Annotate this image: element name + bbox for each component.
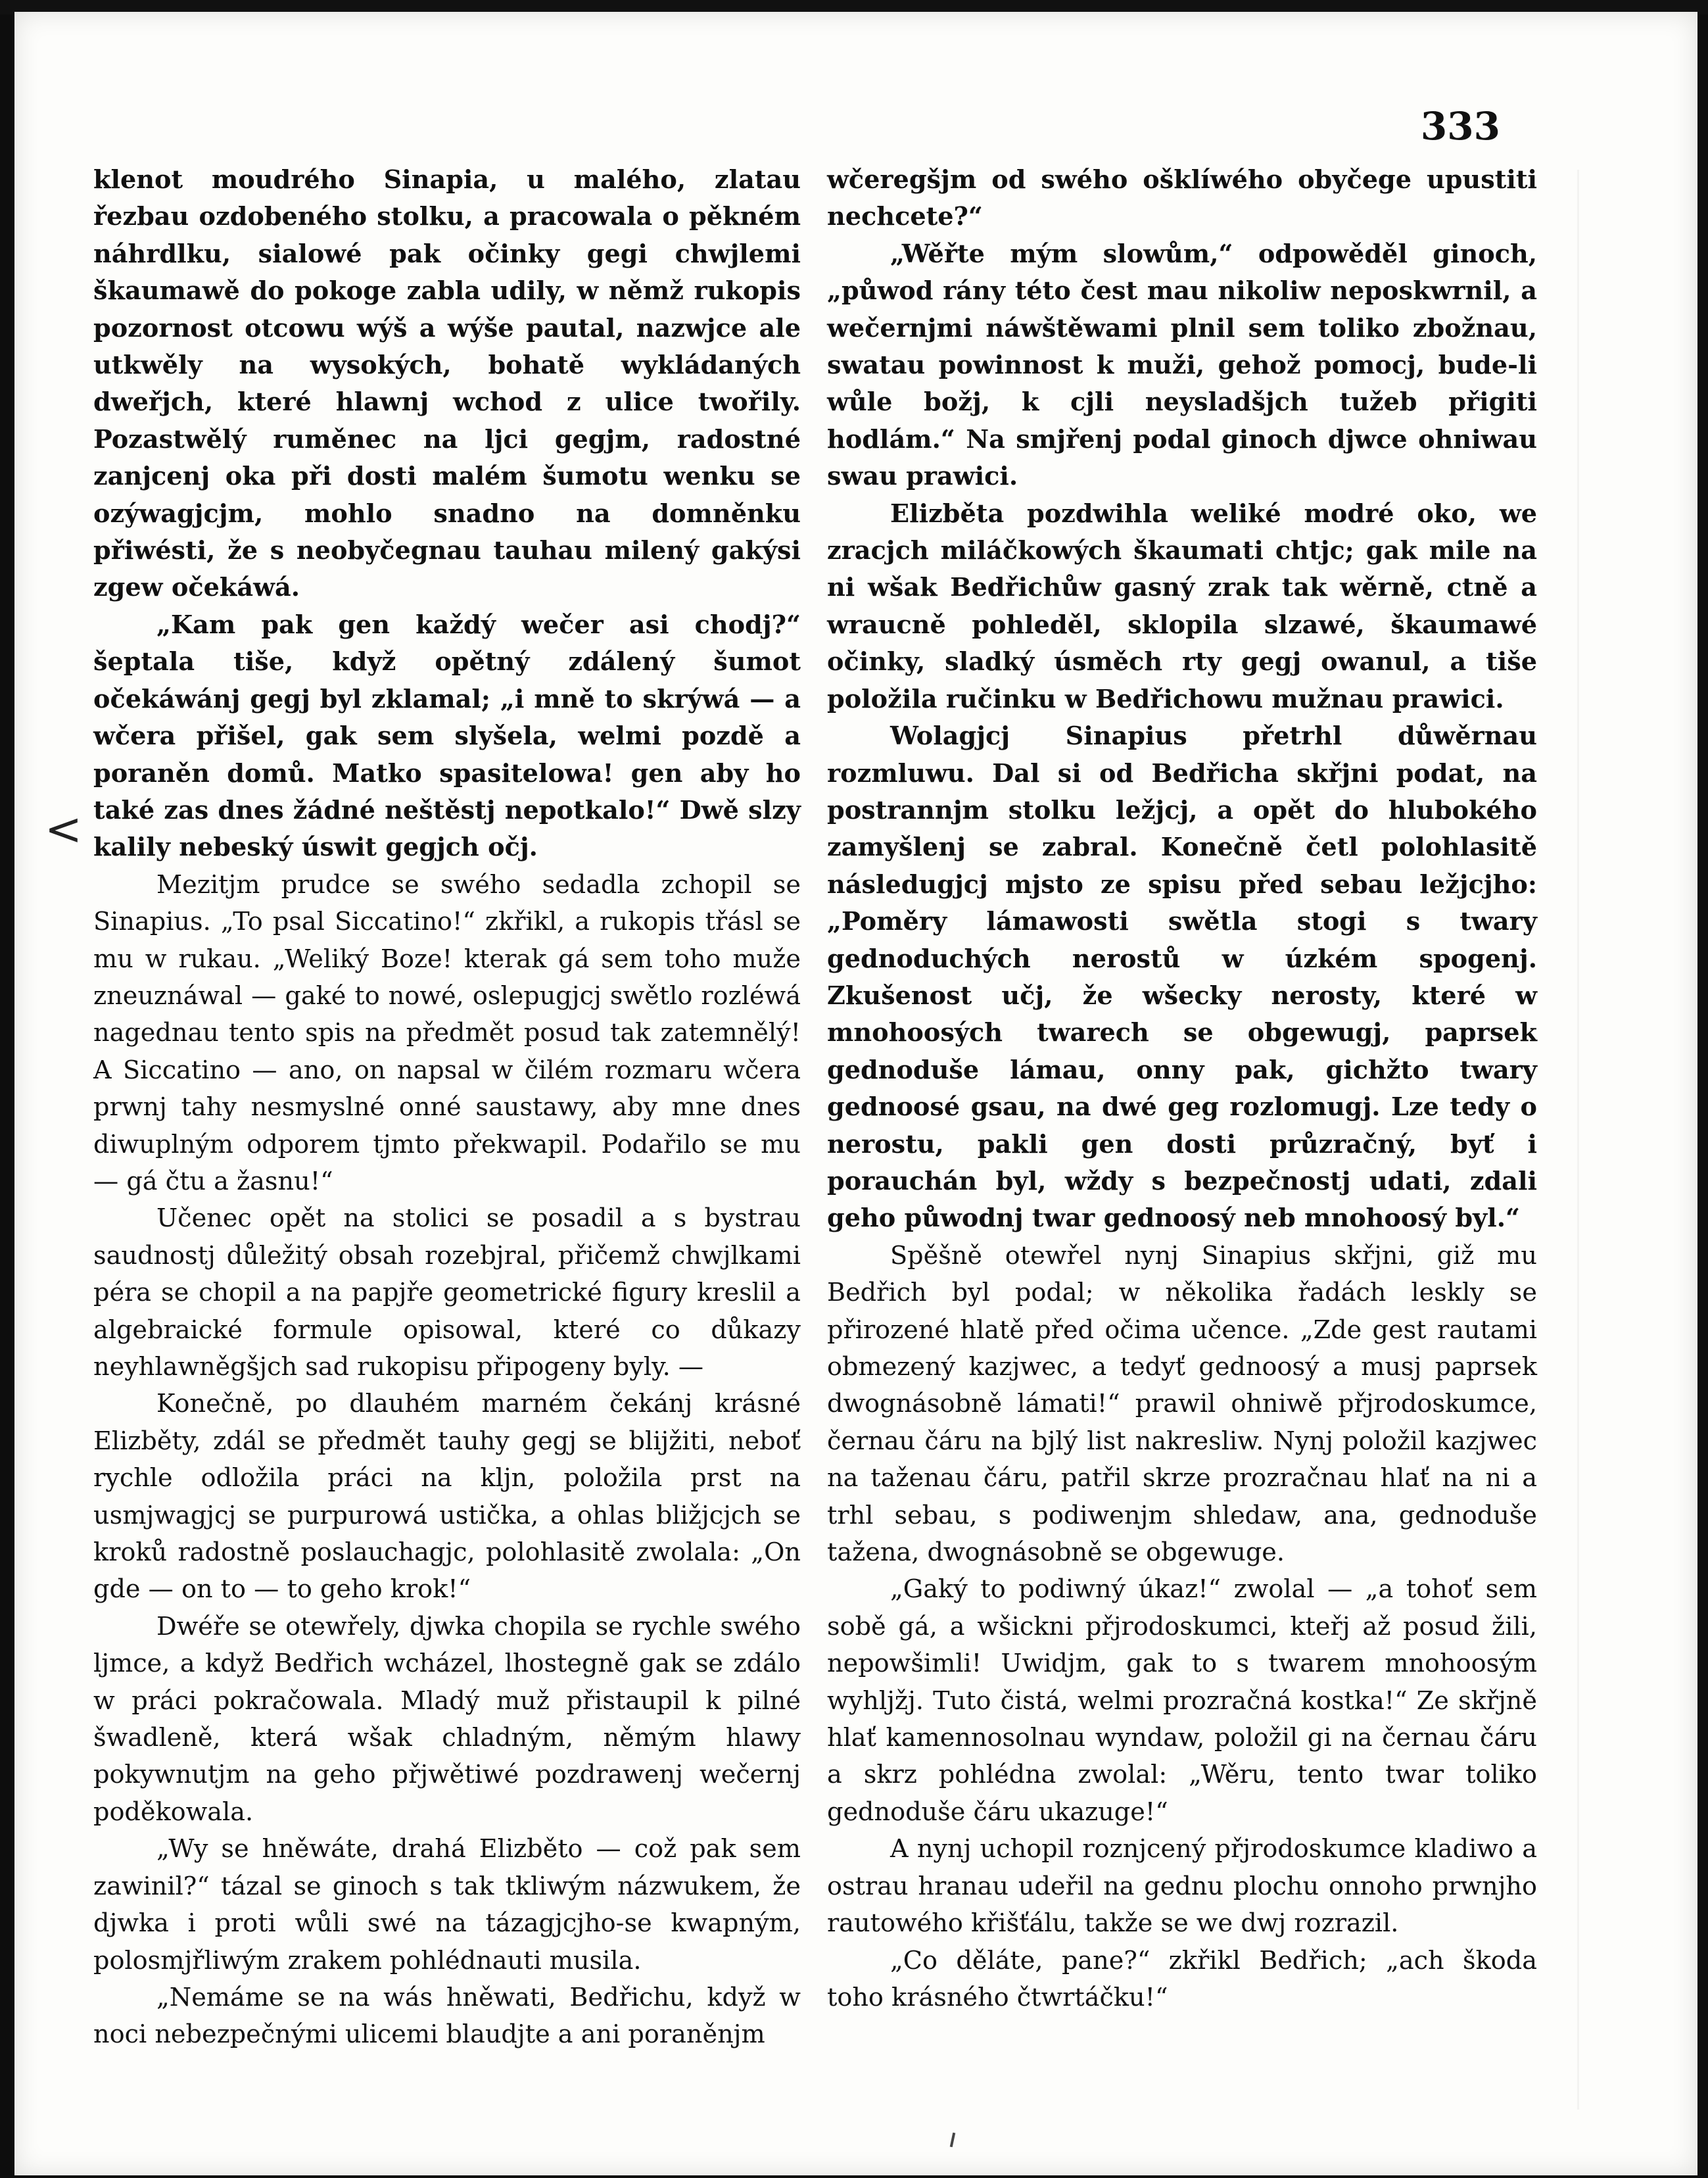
- paragraph: Mezitjm prudce se swého sedadla zchopil se Sinapius. „To psal Siccatino!“ zkřikl, a rukopis třásl se mu w rukau. „Weliký Boze! kterak gá sem toho muže zneuznáwal — gaké to nowé, oslepugjcj swětlo rozléwá nagednau tento spis na předmět posud tak zatemnělý! A Siccatino — ano, on napsal w čilém rozmaru wčera prwnj tahy nesmyslné onné saustawy, aby mne dnes diwuplným odporem tjmto překwapil. Podařilo se mu — gá čtu a žasnu!“: [93, 870, 801, 1196]
- paragraph: Wolagjcj Sinapius přetrhl důwěrnau rozmluwu. Dal si od Bedřicha skřjni podat, na postrannjm stolku ležjcj, a opět do hlubokého zamyšlenj se zabral. Konečně četl polohlasitě následugjcj mjsto ze spisu před sebau ležjcjho: „Poměry lámawosti swětla stogi s twary gednoduchých nerostů w úzkém spogenj. Zkušenost učj, že wšecky nerosty, které w mnohoosých twarech se obgewugj, paprsek gednoduše lámau, onny pak, gichžto twary gednoosé gsau, na dwé geg rozlomugj. Lze tedy o nerostu, pakli gen dosti průzračný, byť i porauchán byl, wždy s bezpečnostj udati, zdali geho půwodnj twar gednoosý neb mnohoosý byl.“: [827, 721, 1537, 1234]
- paragraph: „Kam pak gen každý wečer asi chodj?“ šeptala tiše, když opětný zdálený šumot očekáwánj gegj byl zklamal; „i mně to skrýwá — a wčera přišel, gak sem slyšela, welmi pozdě a poraněn domů. Matko spasitelowa! gen aby ho také zas dnes žádné neštěstj nepotkalo!“ Dwě slzy kalily nebeský úswit gegjch očj.: [93, 610, 801, 863]
- paragraph: Dwéře se otewřely, djwka chopila se rychle swého ljmce, a když Bedřich wcházel, lhostegně gak se zdálo w práci pokračowala. Mladý muž přistaupil k pilné šwadleně, která wšak chladným, němým hlawy pokywnutjm na geho přjwětiwé pozdrawenj wečernj poděkowala.: [93, 1612, 801, 1827]
- paragraph: Konečně, po dlauhém marném čekánj krásné Elizběty, zdál se předmět tauhy gegj se blijžiti, neboť rychle odložila práci na kljn, položila prst na usmjwagjcj se purpurowá ustička, a ohlas bližjcjch se kroků radostně poslauchagjc, polohlasitě zwolala: „On gde — on to — to geho krok!“: [93, 1390, 801, 1605]
- book-page: [14, 12, 1697, 2175]
- margin-mark: <: [45, 804, 82, 856]
- paragraph: Spěšně otewřel nynj Sinapius skřjni, giž mu Bedřich byl podal; w několika řadách leskly se přirozené hlatě před očima učence. „Zde gest rautami obmezený kazjwec, a tedyť gednoosý a musj paprsek dwognásobně lámati!“ prawil ohniwě přjrodoskumce, černau čáru na bjlý list nakresliw. Nynj položil kazjwec na taženau čáru, patřil skrze prozračnau hlať na ni a trhl sebau, s podiwenjm shledaw, ana, gednoduše tažena, dwognásobně se obgewuge.: [827, 1241, 1537, 1568]
- left-column: [93, 162, 801, 2054]
- right-column: [827, 162, 1537, 2016]
- paragraph: „Gaký to podiwný úkaz!“ zwolal — „a tohoť sem sobě gá, a wšickni přjrodoskumci, kteřj až posud žili, nepowšimli! Uwidjm, gak to s twarem mnohoosým wyhljžj. Tuto čistá, welmi prozračná kostka!“ Ze skřjně hlať kamennosolnau wyndaw, položil gi na černau čáru a skrz pohlédna zwolal: „Wěru, tento twar toliko gednoduše čáru ukazuge!“: [827, 1575, 1537, 1827]
- paragraph: Elizběta pozdwihla weliké modré oko, we zracjch miláčkowých škaumati chtjc; gak mile na ni wšak Bedřichůw gasný zrak tak wěrně, ctně a wraucně pohleděl, sklopila slzawé, škaumawé očinky, sladký úsměch rty gegj owanul, a tiše položila ručinku w Bedřichowu mužnau prawici.: [827, 498, 1537, 714]
- paragraph: „Co děláte, pane?“ zkřikl Bedřich; „ach škoda toho krásného čtwrtáčku!“: [827, 1946, 1537, 2012]
- paragraph: A nynj uchopil roznjcený přjrodoskumce kladiwo a ostrau hranau udeřil na gednu plochu onnoho prwnjho rautowého křišťálu, takže se we dwj rozrazil.: [827, 1835, 1537, 1939]
- paragraph: „Nemáme se na wás hněwati, Bedřichu, když w noci nebezpečnými ulicemi blaudjte a ani poraněnjm: [93, 1983, 801, 2050]
- paragraph: „Wěřte mým slowům,“ odpowěděl ginoch, „půwod rány této čest mau nikoliw neposkwrnil, a wečernjmi náwštěwami plnil sem toliko zbožnau, swatau powinnost k muži, gehož pomocj, bude-li wůle božj, k cjli neysladšjch tužeb přigiti hodlám.“ Na smjřenj podal ginoch djwce ohniwau swau prawici.: [827, 239, 1537, 492]
- page-number: 333: [1420, 104, 1500, 149]
- paragraph: klenot moudrého Sinapia, u malého, zlatau řezbau ozdobeného stolku, a pracowala o pěkném náhrdlku, sialowé pak očinky gegi chwjlemi škaumawě do pokoge zabla udily, w němž rukopis pozornost otcowu wýš a wýše pautal, nazwjce ale utkwěly na wysokých, bohatě wykládaných dweřjch, které hlawnj wchod z ulice twořily. Pozastwělý ruměnec na ljci gegjm, radostné zanjcenj oka při dosti malém šumotu wenku se ozýwagjcjm, mohlo snadno na domněnku přiwésti, že s neobyčegnau tauhau milený gakýsi zgew očekáwá.: [93, 165, 801, 603]
- paragraph: Učenec opět na stolici se posadil a s bystrau saudnostj důležitý obsah rozebjral, přičemž chwjlkami péra se chopil a na papjře geometrické figury kreslil a algebraické formule opisowal, které co důkazy neyhlawněgšjch sad rukopisu připogeny byly. —: [93, 1204, 801, 1382]
- paragraph: wčeregšjm od swého ošklíwého obyčege upustiti nechcete?“: [827, 165, 1537, 232]
- page-shadow: [1577, 170, 1579, 2110]
- paragraph: „Wy se hněwáte, drahá Elizběto — což pak sem zawinil?“ tázal se ginoch s tak tkliwým názwukem, že djwka i proti wůli swé na tázagjcjho-se kwapným, polosmjřliwým zrakem pohlédnauti musila.: [93, 1835, 801, 1975]
- ink-speck: [950, 2133, 955, 2147]
